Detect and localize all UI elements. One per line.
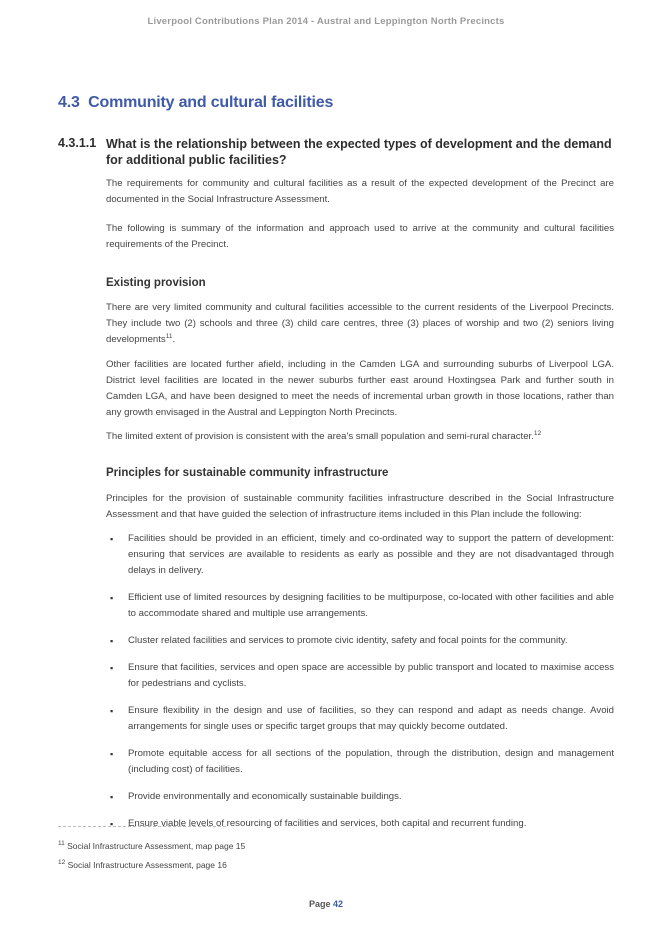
bullet-icon: ▪ — [110, 792, 114, 802]
bullet-icon: ▪ — [110, 663, 114, 673]
existing-paragraph-2: Other facilities are located further afield, including in the Camden LGA and surrounding suburbs of Liverpool LGA. District level facilities are located in the newer suburbs further east around Hoxtingsea Park and further south in Camden LGA, and have been designed to meet the needs of incremental urban growth in those locations, rather than any growth envisaged in the Austral and Leppington North Precincts. — [106, 359, 614, 418]
existing-paragraph-1-text: There are very limited community and cultural facilities accessible to the current residents of the Liverpool Precincts. They include two (2) schools and three (3) child care centres, three (3) places of worship and two (2) seniors living developments — [106, 302, 614, 345]
bullet-icon: ▪ — [110, 706, 114, 716]
principle-item: ▪ Promote equitable access for all sections of the population, through the distribution, design and management (including cost) of facilities. — [110, 748, 614, 775]
bullet-icon: ▪ — [110, 534, 114, 544]
existing-paragraph-1-end: . — [172, 334, 176, 345]
existing-provision-heading: Existing provision — [106, 277, 206, 289]
footnote-11 — [58, 841, 245, 851]
page-footer — [0, 899, 652, 909]
bullet-icon: ▪ — [110, 749, 114, 759]
principles-intro: Principles for the provision of sustainable community facilities infrastructure described in the Social Infrastructure Assessment and that have guided the selection of infrastructure items included in this Plan include the following: — [106, 493, 614, 520]
bullet-icon: ▪ — [110, 819, 114, 829]
bullet-icon: ▪ — [110, 593, 114, 603]
existing-paragraph-3-text: The limited extent of provision is consistent with the area's small population and semi-rural character. — [106, 431, 534, 442]
footnote-number: 11 — [58, 840, 65, 848]
principle-item: ▪ Provide environmentally and economically sustainable buildings. — [106, 789, 614, 805]
footnote-12 — [58, 860, 227, 870]
section-title: Community and cultural facilities — [88, 94, 334, 111]
footnote-divider — [58, 826, 226, 827]
principle-item: ▪ Ensure viable levels of resourcing of facilities and services, both capital and recurrent funding. — [106, 816, 614, 832]
subsection-number: 4.3.1.1 — [58, 136, 97, 150]
page-number: 42 — [333, 899, 344, 909]
bullet-icon: ▪ — [110, 636, 114, 646]
principle-item: ▪ Ensure that facilities, services and open space are accessible by public transport and located to maximise access for pedestrians and cyclists. — [110, 662, 614, 689]
principles-heading: Principles for sustainable community infrastructure — [106, 467, 389, 479]
section-number: 4.3 — [58, 94, 80, 111]
principle-item: ▪ Cluster related facilities and services to promote civic identity, safety and focal points for the community. — [106, 633, 614, 649]
section-heading — [58, 94, 333, 112]
footnote-ref-11[interactable]: 11 — [165, 332, 173, 340]
principle-item: ▪ Facilities should be provided in an efficient, timely and co-ordinated way to support the pattern of development: ensuring that services are available to residents as early as possible and they are not disadvantaged through delays in delivery. — [110, 533, 614, 576]
subsection-title: What is the relationship between the expected types of development and the demand for additional public facilities? — [106, 137, 612, 167]
footnote-number: 12 — [58, 859, 66, 867]
intro-paragraph-2: The following is summary of the information and approach used to arrive at the community and cultural facilities requirements of the Precinct. — [106, 223, 614, 250]
footnote-ref-12[interactable]: 12 — [533, 429, 542, 437]
page-label: Page — [308, 899, 331, 909]
running-header: Liverpool Contributions Plan 2014 - Austral and Leppington North Precincts — [147, 16, 505, 27]
principle-item: ▪ Ensure flexibility in the design and use of facilities, so they can respond and adapt as needs change. Avoid arrangements for single uses or specific target groups that may quickly become outdated. — [110, 705, 614, 732]
footnote-text: Social Infrastructure Assessment, page 16 — [67, 860, 227, 870]
existing-paragraph-1 — [106, 300, 614, 348]
principles-list — [106, 531, 614, 843]
footnote-text: Social Infrastructure Assessment, map page 15 — [67, 841, 246, 851]
existing-paragraph-3 — [106, 429, 614, 445]
principle-item: ▪ Efficient use of limited resources by designing facilities to be multipurpose, co-located with other facilities and able to accommodate shared and multiple use arrangements. — [110, 592, 614, 619]
intro-paragraph-1: The requirements for community and cultural facilities as a result of the expected development of the Precinct are documented in the Social Infrastructure Assessment. — [106, 178, 614, 205]
